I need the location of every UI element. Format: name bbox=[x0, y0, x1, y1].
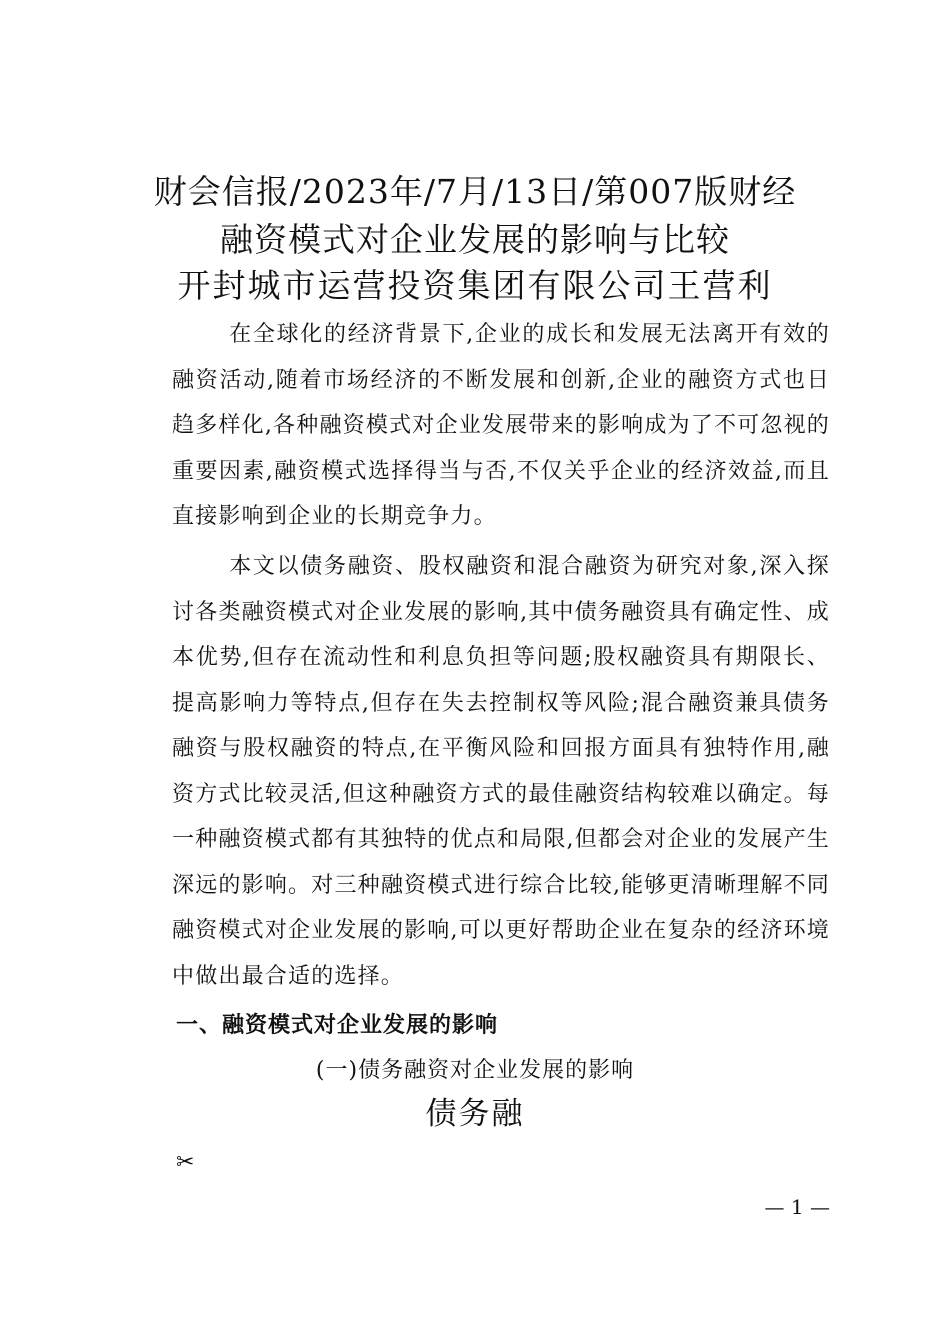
scissors-icon: ✂ bbox=[176, 1150, 195, 1175]
cut-text-fragment: 债务融 bbox=[425, 1096, 525, 1132]
section-heading: 一、融资模式对企业发展的影响 bbox=[176, 1013, 499, 1038]
paragraph-overview: 本文以债务融资、股权融资和混合融资为研究对象,深入探讨各类融资模式对企业发展的影响,其中债务融资具有确定性、成本优势,但存在流动性和利息负担等问题;股权融资具有期限长、提高影响力等特点,但存在失去控制权等风险;混合融资兼具债务融资与股权融资的特点,在平衡风险和回报方面具有独特作用,融资方式比较灵活,但这种融资方式的最佳融资结构较难以确定。每一种融资模式都有其独特的优点和局限,但都会对企业的发展产生深远的影响。对三种融资模式进行综合比较,能够更清晰理解不同融资模式对企业发展的影响,可以更好帮助企业在复杂的经济环境中做出最合适的选择。 bbox=[172, 554, 830, 989]
source-line: 财会信报/2023年/7月/13日/第007版财经 bbox=[153, 172, 797, 211]
author-line: 开封城市运营投资集团有限公司王营利 bbox=[177, 266, 773, 305]
page-number: — 1 — bbox=[764, 1195, 830, 1219]
article-title: 融资模式对企业发展的影响与比较 bbox=[220, 220, 730, 259]
paragraph-intro: 在全球化的经济背景下,企业的成长和发展无法离开有效的融资活动,随着市场经济的不断发展和创新,企业的融资方式也日趋多样化,各种融资模式对企业发展带来的影响成为了不可忽视的重要因素,融资模式选择得当与否,不仅关乎企业的经济效益,而且直接影响到企业的长期竞争力。 bbox=[172, 322, 830, 529]
subsection-heading: (一)债务融资对企业发展的影响 bbox=[315, 1058, 635, 1083]
